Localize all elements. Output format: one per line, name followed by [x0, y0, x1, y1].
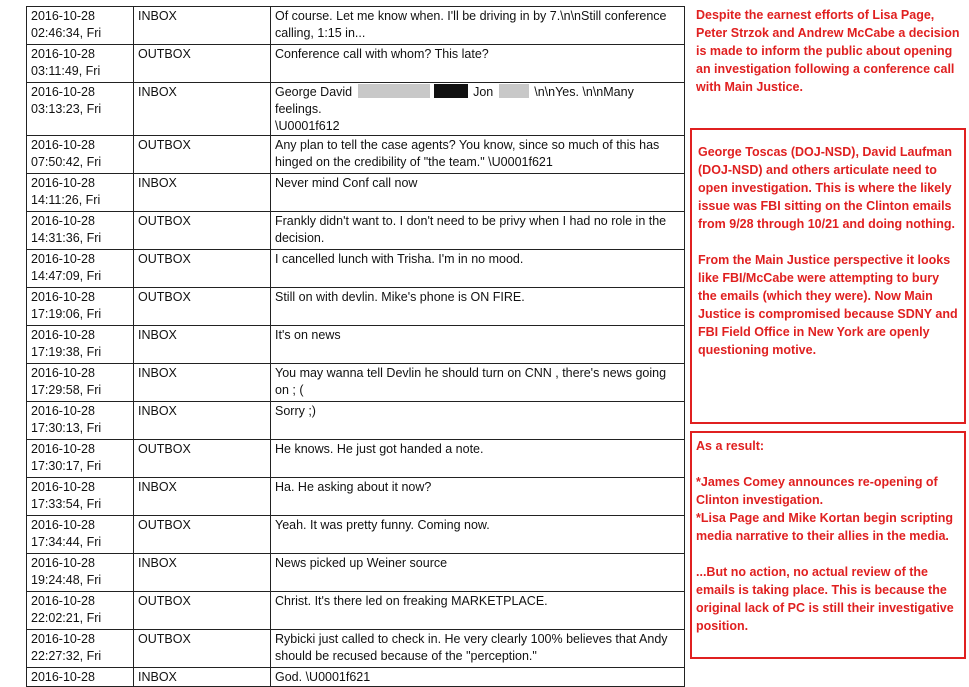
timestamp-cell [27, 174, 134, 212]
message-text-cell: Rybicki just called to check in. He very clearly 100% believes that Andy should be recused because of the "perception." [271, 630, 685, 668]
annotation-box-bottom [690, 431, 966, 659]
timestamp-cell [27, 592, 134, 630]
mailbox-cell: OUTBOX [134, 592, 271, 630]
message-date: 2016-10-28 [31, 556, 95, 570]
message-text-cell: Sorry ;) [271, 402, 685, 440]
mailbox-cell: OUTBOX [134, 440, 271, 478]
message-time: 19:24:48, Fri [31, 573, 102, 587]
message-text-cell: Conference call with whom? This late? [271, 45, 685, 83]
mailbox-cell: OUTBOX [134, 516, 271, 554]
mailbox-cell: INBOX [134, 174, 271, 212]
message-date: 2016-10-28 [31, 328, 95, 342]
message-text-cell: It's on news [271, 326, 685, 364]
message-time: 07:50:42, Fri [31, 155, 102, 169]
redaction-black [434, 84, 468, 98]
message-time: 14:11:26, Fri [31, 193, 101, 207]
annotation-text: Despite the earnest efforts of Lisa Page, Peter Strzok and Andrew McCabe a decision is made to inform the public about opening an investigation following a conference call with Main Justice. [696, 8, 960, 94]
message-time: 22:02:21, Fri [31, 611, 102, 625]
mailbox-cell: OUTBOX [134, 630, 271, 668]
message-date: 2016-10-28 [31, 214, 95, 228]
timestamp-cell [27, 326, 134, 364]
message-text-cell: He knows. He just got handed a note. [271, 440, 685, 478]
message-text-cell: God. \U0001f621 [271, 668, 685, 687]
message-time: 17:19:06, Fri [31, 307, 102, 321]
timestamp-cell [27, 7, 134, 45]
message-date: 2016-10-28 [31, 138, 95, 152]
message-text-part: Jon [473, 85, 494, 99]
message-time: 17:34:44, Fri [31, 535, 102, 549]
message-text-part: \n\nYes. \n\nMany feelings. [275, 85, 634, 116]
table-row [27, 250, 685, 288]
message-date: 2016-10-28 [31, 176, 95, 190]
annotation-text: *Lisa Page and Mike Kortan begin scripting media narrative to their allies in the media. [696, 511, 953, 543]
table-row [27, 440, 685, 478]
message-time: 14:47:09, Fri [31, 269, 102, 283]
timestamp-cell [27, 364, 134, 402]
message-text-cell: Any plan to tell the case agents? You know, since so much of this has hinged on the credibility of "the team." \U0001f621 [271, 136, 685, 174]
message-text-cell: Still on with devlin. Mike's phone is ON FIRE. [271, 288, 685, 326]
timestamp-cell [27, 45, 134, 83]
message-date: 2016-10-28 [31, 518, 95, 532]
message-text-cell: Ha. He asking about it now? [271, 478, 685, 516]
table-row [27, 668, 685, 687]
table-row [27, 516, 685, 554]
timestamp-cell [27, 288, 134, 326]
timestamp-cell [27, 83, 134, 136]
mailbox-cell: INBOX [134, 83, 271, 136]
table-row [27, 592, 685, 630]
timestamp-cell [27, 250, 134, 288]
mailbox-cell: INBOX [134, 668, 271, 687]
message-text-cell: Of course. Let me know when. I'll be driving in by 7.\n\nStill conference calling, 1:15 in... [271, 7, 685, 45]
message-time: 02:46:34, Fri [31, 26, 102, 40]
message-text-cell: You may wanna tell Devlin he should turn on CNN , there's news going on ; ( [271, 364, 685, 402]
table-row [27, 364, 685, 402]
mailbox-cell: INBOX [134, 7, 271, 45]
message-time: 03:11:49, Fri [31, 64, 101, 78]
message-text-cell: Frankly didn't want to. I don't need to be privy when I had no role in the decision. [271, 212, 685, 250]
table-row [27, 326, 685, 364]
table-row [27, 288, 685, 326]
message-date: 2016-10-28 [31, 404, 95, 418]
mailbox-cell: OUTBOX [134, 136, 271, 174]
timestamp-cell [27, 402, 134, 440]
message-date: 2016-10-28 [31, 670, 95, 684]
message-text-part: George David [275, 85, 353, 99]
mailbox-cell: OUTBOX [134, 250, 271, 288]
spacer [696, 545, 960, 563]
message-log-table [26, 6, 685, 687]
table-row [27, 554, 685, 592]
annotation-top [692, 6, 964, 96]
message-text-part: \U0001f612 [275, 119, 340, 133]
redaction-grey [499, 84, 529, 98]
table-row [27, 83, 685, 136]
timestamp-cell [27, 554, 134, 592]
table-row [27, 136, 685, 174]
message-text-cell: Never mind Conf call now [271, 174, 685, 212]
message-time: 17:19:38, Fri [31, 345, 102, 359]
message-time: 17:30:13, Fri [31, 421, 102, 435]
timestamp-cell [27, 478, 134, 516]
mailbox-cell: INBOX [134, 402, 271, 440]
table-row [27, 478, 685, 516]
message-text-cell: News picked up Weiner source [271, 554, 685, 592]
mailbox-cell: INBOX [134, 554, 271, 592]
message-time: 14:31:36, Fri [31, 231, 102, 245]
message-date: 2016-10-28 [31, 252, 95, 266]
message-time: 03:13:23, Fri [31, 102, 102, 116]
table-row [27, 174, 685, 212]
timestamp-cell [27, 136, 134, 174]
message-time: 22:27:32, Fri [31, 649, 102, 663]
message-date: 2016-10-28 [31, 366, 95, 380]
annotation-text: George Toscas (DOJ-NSD), David Laufman (DOJ-NSD) and others articulate need to open investigation. This is where the likely issue was FBI sitting on the Clinton emails from 9/28 through 10/21 and doing nothing. [698, 145, 955, 231]
mailbox-cell: OUTBOX [134, 288, 271, 326]
redaction-grey [358, 84, 430, 98]
message-date: 2016-10-28 [31, 85, 95, 99]
message-text-cell: Christ. It's there led on freaking MARKETPLACE. [271, 592, 685, 630]
timestamp-cell [27, 668, 134, 687]
message-date: 2016-10-28 [31, 290, 95, 304]
message-date: 2016-10-28 [31, 47, 95, 61]
annotation-text: From the Main Justice perspective it looks like FBI/McCabe were attempting to bury the emails (which they were). Now Main Justice is compromised because SDNY and FBI Field Office in New York are openly questioning motive. [698, 253, 958, 357]
message-date: 2016-10-28 [31, 442, 95, 456]
message-date: 2016-10-28 [31, 9, 95, 23]
message-time: 17:29:58, Fri [31, 383, 102, 397]
mailbox-cell: INBOX [134, 364, 271, 402]
mailbox-cell: OUTBOX [134, 212, 271, 250]
message-date: 2016-10-28 [31, 480, 95, 494]
spacer [698, 233, 958, 251]
timestamp-cell [27, 212, 134, 250]
annotation-heading: As a result: [696, 439, 765, 453]
message-log-body [27, 7, 685, 687]
table-row [27, 45, 685, 83]
message-time: 17:30:17, Fri [31, 459, 102, 473]
table-row [27, 7, 685, 45]
message-time: 17:33:54, Fri [31, 497, 102, 511]
annotation-text: *James Comey announces re-opening of Clinton investigation. [696, 475, 938, 507]
message-text-cell: Yeah. It was pretty funny. Coming now. [271, 516, 685, 554]
table-row [27, 212, 685, 250]
message-text-cell [271, 83, 685, 136]
timestamp-cell [27, 440, 134, 478]
mailbox-cell: OUTBOX [134, 45, 271, 83]
message-date: 2016-10-28 [31, 594, 95, 608]
mailbox-cell: INBOX [134, 326, 271, 364]
mailbox-cell: INBOX [134, 478, 271, 516]
message-text-cell: I cancelled lunch with Trisha. I'm in no mood. [271, 250, 685, 288]
table-row [27, 402, 685, 440]
spacer [696, 455, 960, 473]
timestamp-cell [27, 516, 134, 554]
annotation-box-middle [690, 128, 966, 424]
annotation-text: ...But no action, no actual review of the emails is taking place. This is because the original lack of PC is still their investigative position. [696, 565, 954, 633]
message-date: 2016-10-28 [31, 632, 95, 646]
